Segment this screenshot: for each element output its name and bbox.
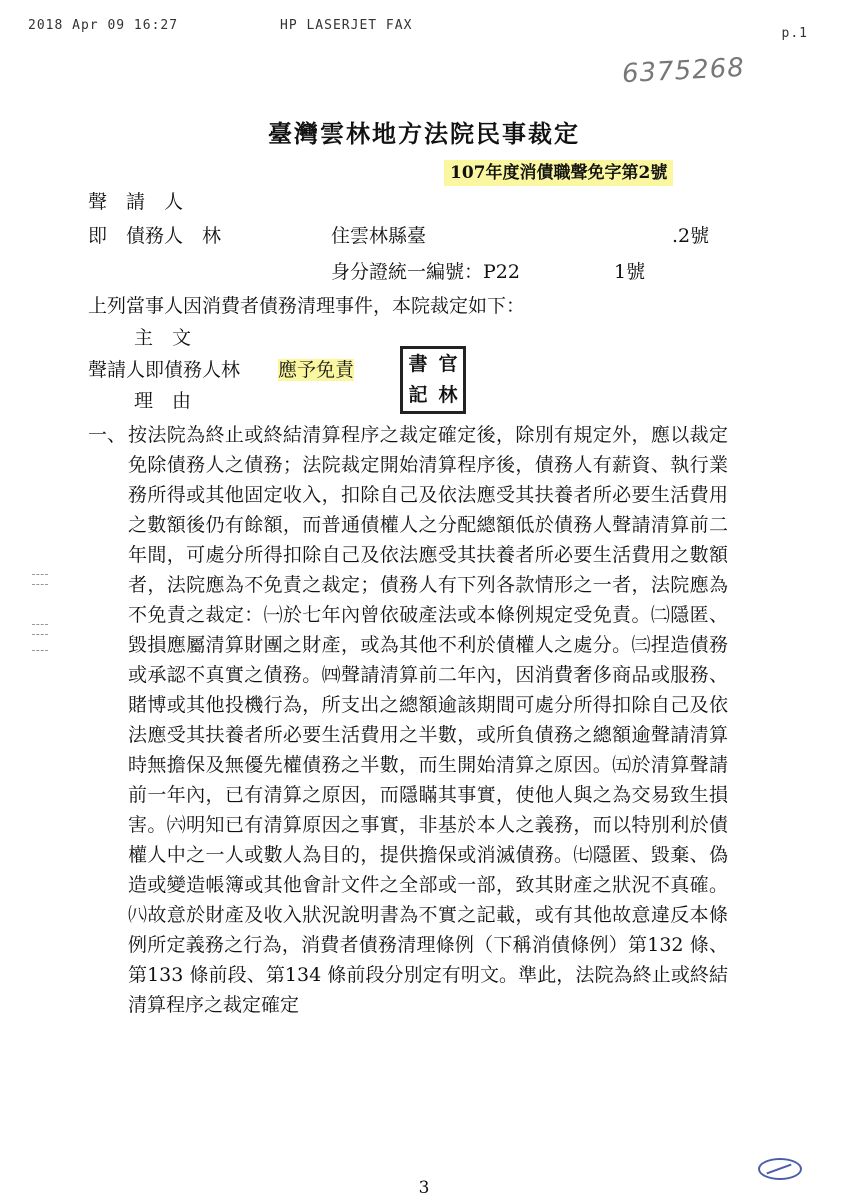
ruling-prefix: 聲請人即債務人林	[88, 359, 241, 381]
stamp-char: 林	[438, 384, 458, 406]
margin-mark	[32, 624, 48, 625]
document-title: 臺灣雲林地方法院民事裁定	[268, 119, 580, 148]
id-end: 1號	[614, 261, 646, 283]
address-label: 住雲林縣臺	[331, 225, 427, 247]
margin-mark	[32, 574, 48, 575]
stamp-char: 記	[408, 384, 428, 406]
fax-device: HP LASERJET FAX	[280, 18, 413, 33]
reason-heading: 理 由	[134, 390, 192, 412]
stamp-char: 官	[438, 353, 458, 375]
reason-paragraph	[88, 420, 728, 1020]
stamp-char: 書	[408, 353, 428, 375]
margin-mark	[32, 584, 48, 585]
page-number: 3	[418, 1178, 430, 1198]
applicant-label: 聲 請 人	[88, 191, 184, 213]
reason-text: 按法院為終止或終結清算程序之裁定確定後，除別有規定外，應以裁定免除債務人之債務；法院裁定開始清算程序後，債務人有薪資、執行業務所得或其他固定收入，扣除自己及依法應受其扶養者所必要生活費用之數額後仍有餘額，而普通債權人之分配總額低於債務人聲請清算前二年間，可處分所得扣除自己及依法應受其扶養者所必要生活費用之數額者，法院應為不免責之裁定；債務人有下列各款情形之一者，法院應為不免責之裁定：㈠於七年內曾依破產法或本條例規定受免責。㈡隱匿、毀損應屬清算財團之財產，或為其他不利於債權人之處分。㈢捏造債務或承認不真實之債務。㈣聲請清算前二年內，因消費奢侈商品或服務、賭博或其他投機行為，所支出之總額逾該期間可處分所得扣除自己及依法應受其扶養者所必要生活費用之半數，或所負債務之總額逾聲請清算時無擔保及無優先權債務之半數，而生開始清算之原因。㈤於清算聲請前一年內，已有清算之原因，而隱瞞其事實，使他人與之為交易致生損害。㈥明知已有清算原因之事實，非基於本人之義務，而以特別利於債權人中之一人或數人為目的，提供擔保或消滅債務。㈦隱匿、毀棄、偽造或變造帳簿或其他會計文件之全部或一部，致其財產之狀況不真確。㈧故意於財產及收入狀況說明書為不實之記載，或有其他故意違反本條例所定義務之行為，消費者債務清理條例（下稱消債條例）第132 條、第133 條前段、第134 條前段分別定有明文。準此，法院為終止或終結清算程序之裁定確定	[128, 424, 728, 1016]
fax-header	[28, 18, 808, 41]
margin-mark	[32, 650, 48, 651]
debtor-label: 即 債務人 林	[88, 225, 222, 247]
ruling-intro: 上列當事人因消費者債務清理事件，本院裁定如下：	[88, 295, 526, 317]
id-label: 身分證統一編號：P22	[331, 261, 520, 283]
signature-mark	[758, 1158, 802, 1180]
case-number: 107年度消債職聲免字第2號	[444, 160, 673, 186]
margin-mark	[32, 634, 48, 635]
ruling-decision: 應予免責	[278, 359, 355, 381]
fax-page: p.1	[781, 26, 808, 41]
redaction-mark	[240, 355, 278, 385]
main-text-heading: 主 文	[134, 327, 192, 349]
address-end: .2號	[672, 225, 710, 247]
handwritten-number: 6375268	[621, 52, 746, 90]
reason-number: 一、	[88, 424, 127, 446]
ruling-line	[88, 355, 354, 385]
fax-timestamp: 2018 Apr 09 16:27	[28, 18, 179, 33]
clerk-seal-stamp	[400, 346, 466, 414]
